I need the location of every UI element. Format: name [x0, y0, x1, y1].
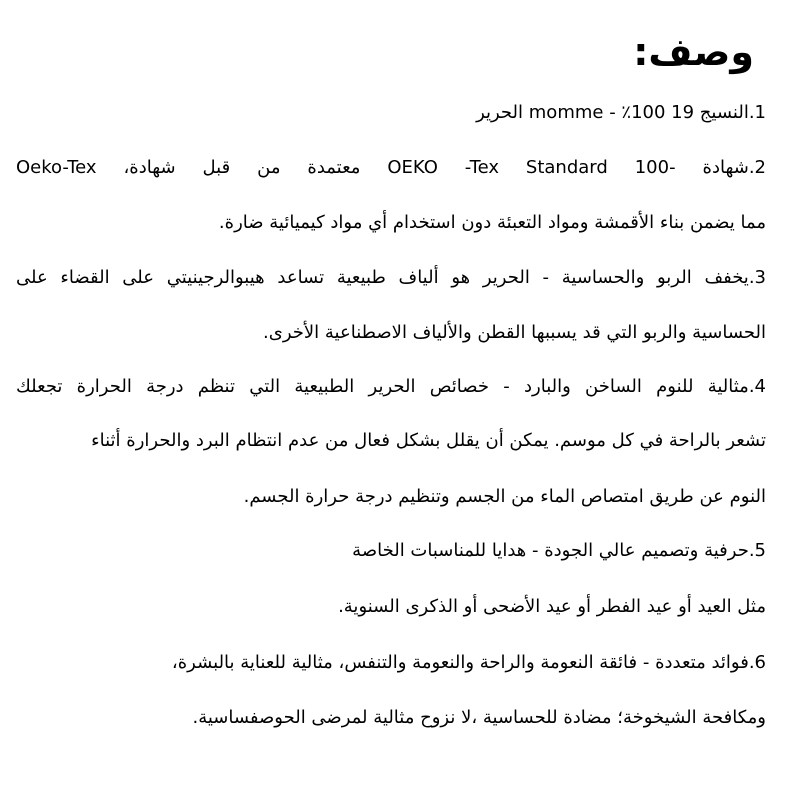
feature-line-5: 5.حرفية وتصميم عالي الجودة - هدايا للمناسبات الخاصة: [352, 540, 766, 561]
description-heading: وصف:: [633, 30, 754, 74]
feature-line-4-continued-b: النوم عن طريق امتصاص الماء من الجسم وتنظيم درجة حرارة الجسم.: [243, 486, 766, 507]
feature-line-4-continued-a: تشعر بالراحة في كل موسم. يمكن أن يقلل بشكل فعال من عدم انتظام البرد والحرارة أثناء: [91, 430, 766, 451]
feature-line-3-continued: الحساسية والربو التي قد يسببها القطن والألياف الاصطناعية الأخرى.: [263, 322, 766, 343]
feature-line-6-continued: ومكافحة الشيخوخة؛ مضادة للحساسية ،لا نزوح مثالية لمرضى الحوصفساسية.: [192, 707, 766, 728]
feature-line-3: 3.يخفف الربو والحساسية - الحرير هو ألياف طبيعية تساعد هيبوالرجينيتي على القضاء على: [16, 267, 766, 288]
feature-line-6: 6.فوائد متعددة - فائقة النعومة والراحة والنعومة والتنفس، مثالية للعناية بالبشرة،: [171, 652, 766, 673]
feature-line-4: 4.مثالية للنوم الساخن والبارد - خصائص الحرير الطبيعية التي تنظم درجة الحرارة تجعلك: [16, 376, 766, 397]
feature-line-2-continued: مما يضمن بناء الأقمشة ومواد التعبئة دون استخدام أي مواد كيميائية ضارة.: [218, 212, 766, 233]
feature-line-1: 1.النسيج 19 100٪ - momme الحرير: [476, 102, 766, 123]
feature-line-2: 2.شهادة -OEKO -Tex Standard 100 معتمدة من قبل شهادة، Oeko-Tex: [16, 157, 766, 178]
feature-line-5-continued: مثل العيد أو عيد الفطر أو عيد الأضحى أو الذكرى السنوية.: [338, 596, 766, 617]
